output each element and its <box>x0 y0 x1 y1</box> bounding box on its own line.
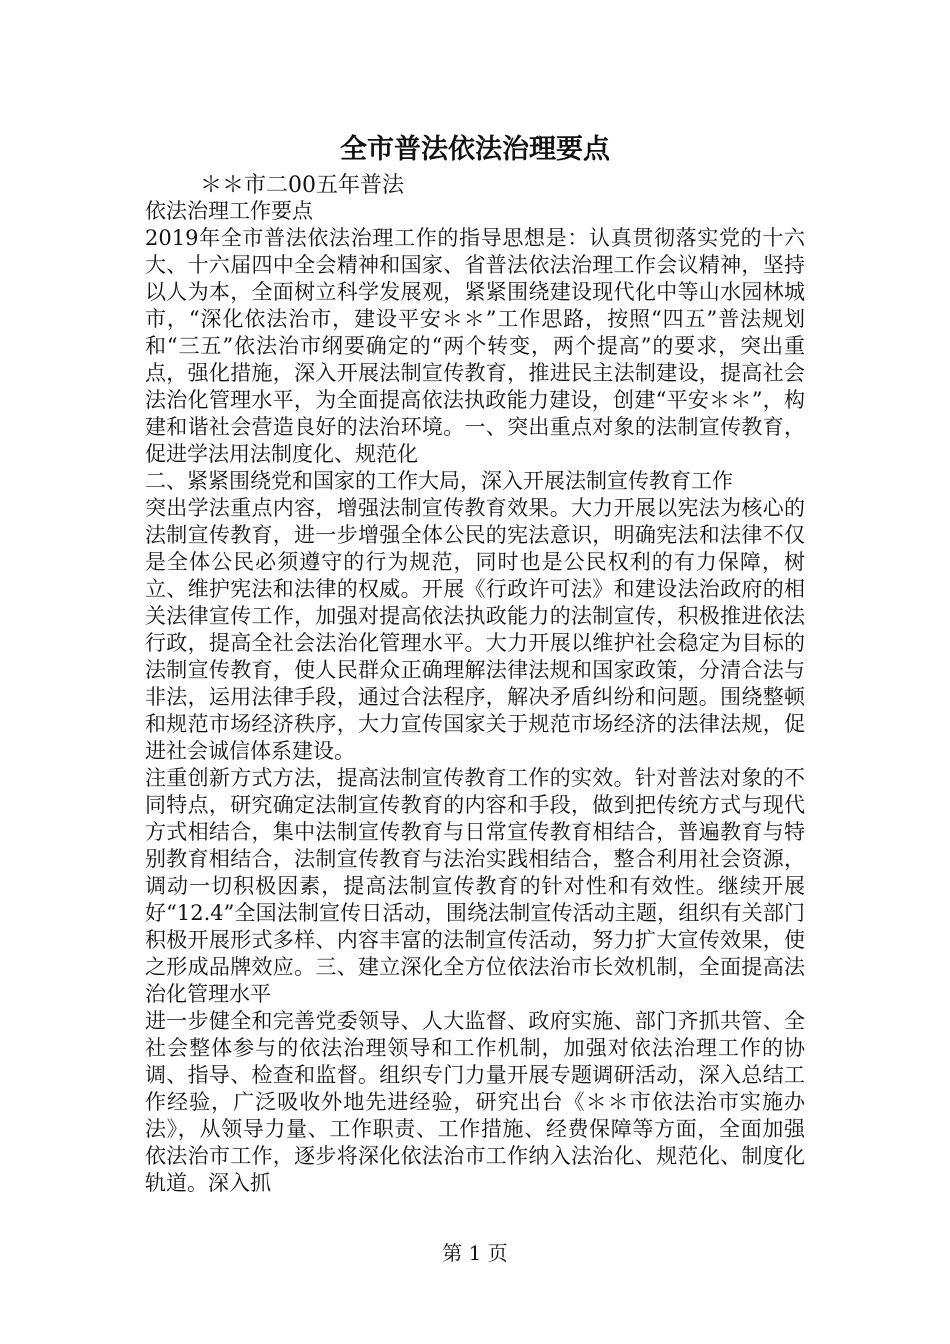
page-number: 第 1 页 <box>442 1241 508 1265</box>
document-title: 全市普法依法治理要点 <box>340 134 610 165</box>
paragraph-3: 二、紧紧围绕党和国家的工作大局，深入开展法制宣传教育工作 <box>145 469 733 493</box>
paragraph-1: 依法治理工作要点 <box>145 199 313 223</box>
paragraph-4: 突出学法重点内容，增强法制宣传教育效果。大力开展以宪法为核心的法制宣传教育，进一步增强全体公民的宪法意识，明确宪法和法律不仅是全体公民必须遵守的行为规范，同时也是公民权利的有力保障，树立、维护宪法和法律的权威。开展《行政许可法》和建设法治政府的相关法律宣传工作，加强对提高依法执政能力的法制宣传，积极推进依法行政，提高全社会法治化管理水平。大力开展以维护社会稳定为目标的法制宣传教育，使人民群众正确理解法律法规和国家政策，分清合法与非法，运用法律手段，通过合法程序，解决矛盾纠纷和问题。围绕整顿和规范市场经济秩序，大力宣传国家关于规范市场经济的法律法规，促进社会诚信体系建设。 <box>145 496 805 763</box>
paragraph-2: 2019年全市普法依法治理工作的指导思想是：认真贯彻落实党的十六大、十六届四中全会精神和国家、省普法依法治理工作会议精神，坚持以人为本，全面树立科学发展观，紧紧围绕建设现代化中等山水园林城市，“深化依法治市，建设平安＊＊”工作思路，按照“四五”普法规划和“三五”依法治市纲要确定的“两个转变，两个提高”的要求，突出重点，强化措施，深入开展法制宣传教育，推进民主法制建设，提高社会法治化管理水平，为全面提高依法执政能力建设，创建“平安＊＊”，构建和谐社会营造良好的法治环境。一、突出重点对象的法制宣传教育，促进学法用法制度化、规范化 <box>145 226 805 466</box>
document-subtitle: ＊＊市二00五年普法 <box>200 173 404 198</box>
paragraph-6: 进一步健全和完善党委领导、人大监督、政府实施、部门齐抓共管、全社会整体参与的依法治理领导和工作机制，加强对依法治理工作的协调、指导、检查和监督。组织专门力量开展专题调研活动，深入总结工作经验，广泛吸收外地先进经验，研究出台《＊＊市依法治市实施办法》，从领导力量、工作职责、工作措施、经费保障等方面，全面加强依法治市工作，逐步将深化依法治市工作纳入法治化、规范化、制度化轨道。深入抓 <box>145 1009 805 1195</box>
document-body <box>145 198 805 1197</box>
paragraph-5: 注重创新方式方法，提高法制宣传教育工作的实效。针对普法对象的不同特点，研究确定法制宣传教育的内容和手段，做到把传统方式与现代方式相结合，集中法制宣传教育与日常宣传教育相结合，普遍教育与特别教育相结合，法制宣传教育与法治实践相结合，整合利用社会资源，调动一切积极因素，提高法制宣传教育的针对性和有效性。继续开展好“12.4”全国法制宣传日活动，围绕法制宣传活动主题，组织有关部门积极开展形式多样、内容丰富的法制宣传活动，努力扩大宣传效果，使之形成品牌效应。三、建立深化全方位依法治市长效机制，全面提高法治化管理水平 <box>145 766 805 1006</box>
